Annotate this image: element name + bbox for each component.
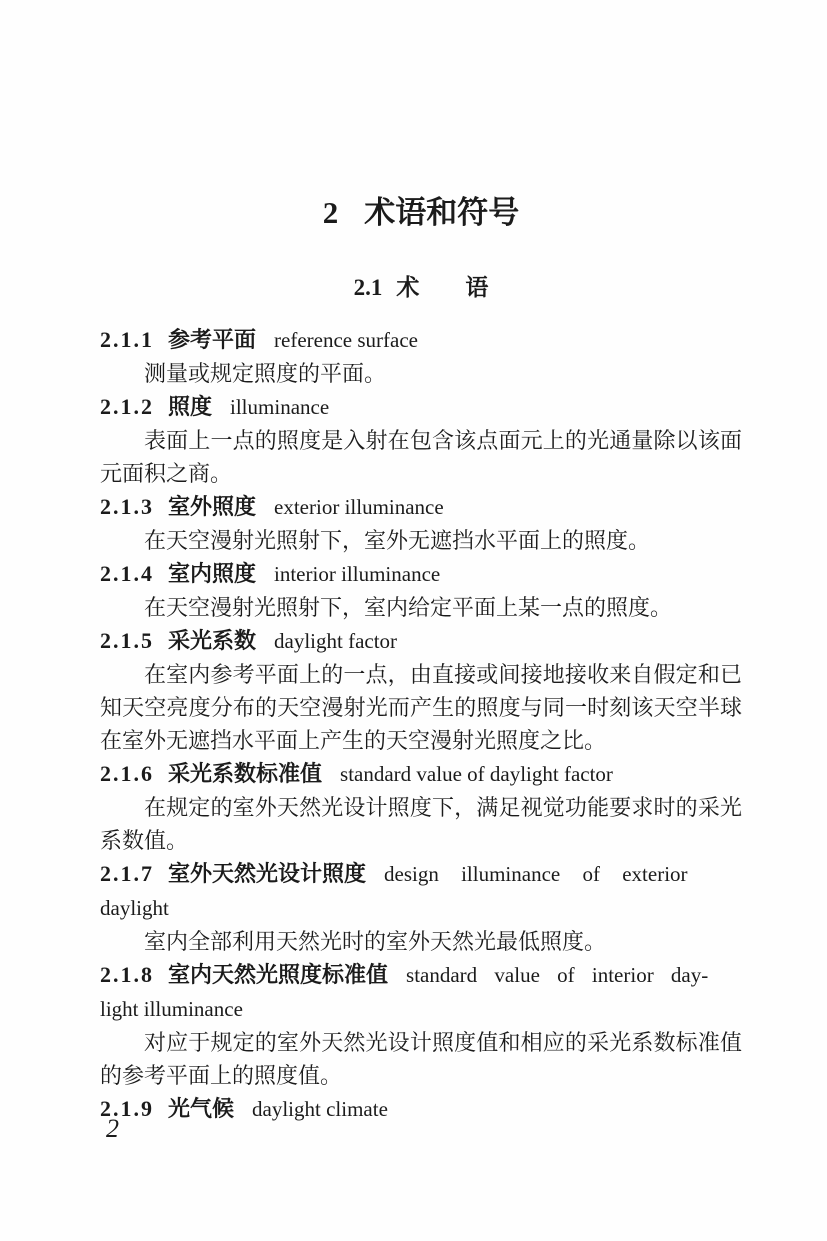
term-name-en: illuminance (230, 395, 330, 419)
term-name-en: design illuminance of exterior (384, 862, 688, 886)
term-definition: 对应于规定的室外天然光设计照度值和相应的采光系数标准值的参考平面上的照度值。 (100, 1030, 742, 1088)
term-heading (100, 624, 742, 658)
term-number: 2.1.9 (100, 1096, 154, 1121)
term-name-zh: 室外照度 (168, 495, 257, 520)
term-name-zh: 室外天然光设计照度 (168, 862, 367, 887)
term-definition: 在规定的室外天然光设计照度下，满足视觉功能要求时的采光系数值。 (100, 795, 742, 853)
term-number: 2.1.8 (100, 962, 154, 987)
term-entry-2-1-9 (100, 1092, 742, 1126)
term-definition: 在天空漫射光照射下，室外无遮挡水平面上的照度。 (144, 528, 651, 553)
terms-list (100, 323, 742, 1126)
term-number: 2.1.7 (100, 861, 154, 886)
term-number: 2.1.5 (100, 628, 154, 653)
term-entry-2-1-2 (100, 390, 742, 490)
term-entry-2-1-4 (100, 557, 742, 624)
term-heading (100, 390, 742, 424)
term-entry-2-1-6 (100, 757, 742, 857)
term-name-zh: 参考平面 (168, 328, 257, 353)
term-definition: 在天空漫射光照射下，室内给定平面上某一点的照度。 (144, 595, 673, 620)
term-name-en: exterior illuminance (274, 495, 444, 519)
term-name-zh: 采光系数 (168, 629, 257, 654)
term-number: 2.1.1 (100, 327, 154, 352)
section-number: 2.1 (353, 275, 383, 300)
term-heading (100, 757, 742, 791)
term-heading (100, 958, 742, 1026)
term-name-zh: 光气候 (168, 1097, 235, 1122)
term-heading (100, 490, 742, 524)
term-definition: 测量或规定照度的平面。 (144, 361, 387, 386)
term-number: 2.1.6 (100, 761, 154, 786)
term-name-en: interior illuminance (274, 562, 441, 586)
term-heading (100, 1092, 742, 1126)
term-entry-2-1-3 (100, 490, 742, 557)
term-number: 2.1.4 (100, 561, 154, 586)
term-name-en-continuation: daylight (100, 896, 169, 920)
term-name-zh: 照度 (168, 395, 213, 420)
term-name-en-continuation: light illuminance (100, 997, 243, 1021)
page-number: 2 (106, 1114, 119, 1143)
term-name-en: daylight factor (274, 629, 398, 653)
term-entry-2-1-8 (100, 958, 742, 1092)
term-entry-2-1-5 (100, 624, 742, 757)
term-heading (100, 557, 742, 591)
term-entry-2-1-1 (100, 323, 742, 390)
term-heading (100, 323, 742, 357)
term-name-en: daylight climate (252, 1097, 388, 1121)
term-name-zh: 室内照度 (168, 562, 257, 587)
term-definition: 表面上一点的照度是入射在包含该点面元上的光通量除以该面元面积之商。 (100, 428, 742, 486)
term-name-zh: 室内天然光照度标准值 (168, 963, 389, 988)
term-entry-2-1-7 (100, 857, 742, 958)
term-number: 2.1.2 (100, 394, 154, 419)
page-content (100, 193, 742, 1126)
chapter-number: 2 (322, 195, 339, 230)
term-name-en: standard value of interior day- (406, 963, 709, 987)
section-title-text: 术 语 (396, 275, 489, 301)
term-name-en: reference surface (274, 328, 418, 352)
term-heading (100, 857, 742, 925)
chapter-title (100, 193, 742, 233)
term-number: 2.1.3 (100, 494, 154, 519)
term-definition: 在室内参考平面上的一点，由直接或间接地接收来自假定和已知天空亮度分布的天空漫射光而产生的照度与同一时刻该天空半球在室外无遮挡水平面上产生的天空漫射光照度之比。 (100, 662, 742, 753)
chapter-title-text: 术语和符号 (364, 195, 520, 231)
term-definition: 室内全部利用天然光时的室外天然光最低照度。 (144, 929, 607, 954)
term-name-zh: 采光系数标准值 (168, 762, 323, 787)
section-title (100, 273, 742, 303)
term-name-en: standard value of daylight factor (340, 762, 613, 786)
